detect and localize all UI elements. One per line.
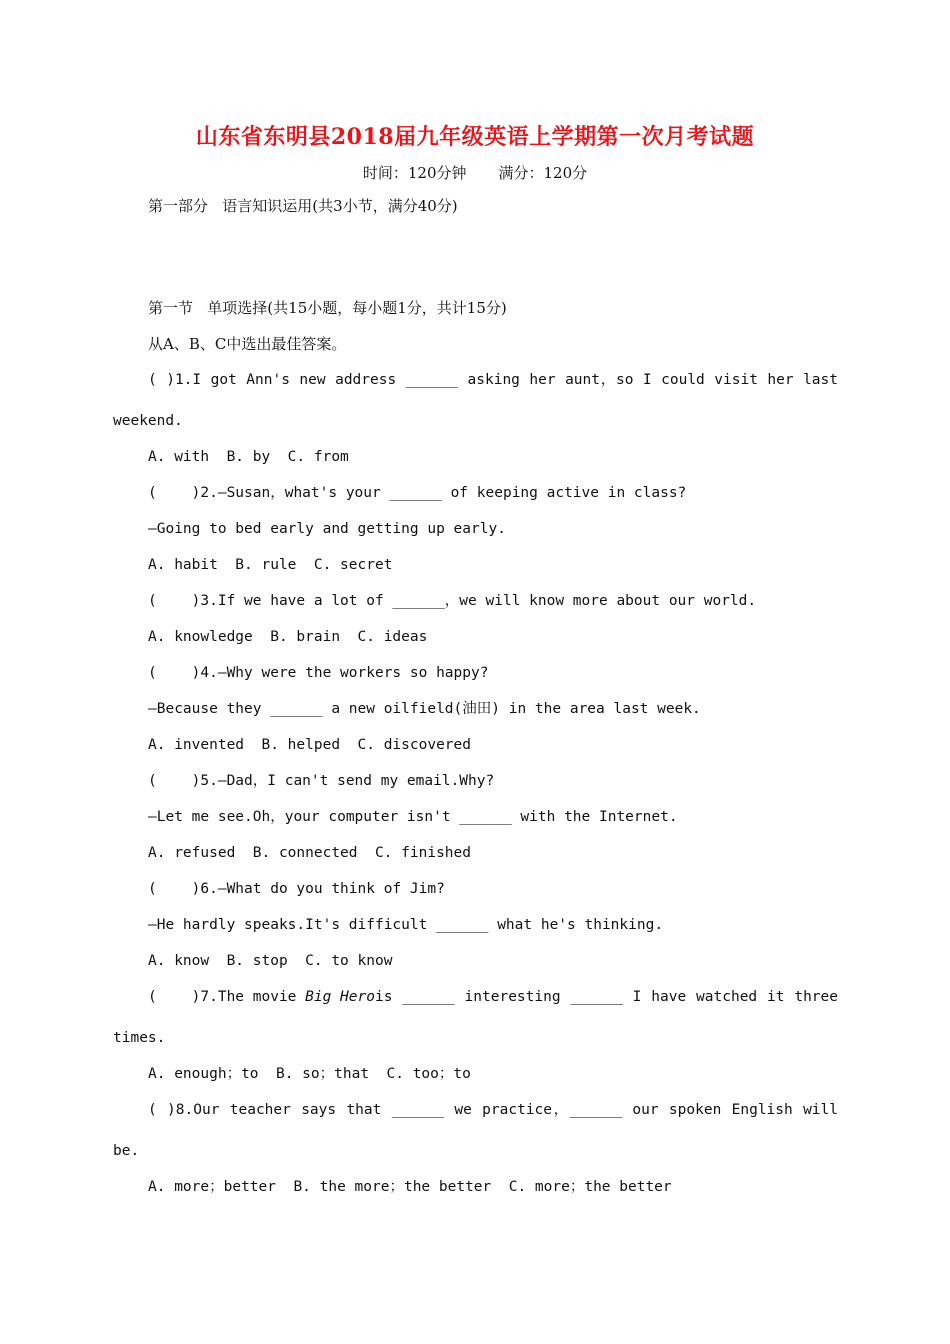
question-7-continuation: times. — [113, 1030, 166, 1046]
question-5-reply: —Let me see.Oh，your computer isn't ______ with the Internet. — [148, 809, 678, 825]
question-4-reply: —Because they ______ a new oilfield(油田) in the area last week. — [148, 701, 701, 717]
instruction-text: 从A、B、C中选出最佳答案。 — [148, 335, 347, 353]
question-2-options: A. habit B. rule C. secret — [148, 557, 393, 573]
question-6-stem: ( )6.—What do you think of Jim? — [148, 881, 445, 897]
exam-time: 时间：120分钟 — [362, 164, 467, 182]
question-1-continuation: weekend. — [113, 413, 183, 429]
question-3-stem: ( )3.If we have a lot of ______，we will know more about our world. — [148, 593, 757, 609]
exam-title: 山东省东明县2018届九年级英语上学期第一次月考试题 — [195, 124, 755, 150]
question-2-reply: —Going to bed early and getting up early. — [148, 521, 506, 537]
part-heading: 第一部分 语言知识运用(共3小节，满分40分) — [148, 197, 458, 215]
question-2-stem: ( )2.—Susan，what's your ______ of keeping active in class? — [148, 485, 687, 501]
question-1-stem: ( )1.I got Ann's new address ______ asking her aunt，so I could visit her last — [148, 372, 838, 388]
question-4-stem: ( )4.—Why were the workers so happy? — [148, 665, 489, 681]
question-6-options: A. know B. stop C. to know — [148, 953, 393, 969]
question-7-suffix: is ______ interesting ______ I have watched it three — [374, 989, 838, 1005]
question-4-options: A. invented B. helped C. discovered — [148, 737, 472, 753]
exam-score: 满分：120分 — [498, 164, 588, 182]
movie-title: Big Hero — [305, 989, 375, 1005]
question-8-stem: ( )8.Our teacher says that ______ we practice，______ our spoken English will — [148, 1102, 838, 1118]
question-6-reply: —He hardly speaks.It's difficult ______ what he's thinking. — [148, 917, 664, 933]
question-7-options: A. enough；to B. so；that C. too；to — [148, 1066, 471, 1082]
question-8-options: A. more；better B. the more；the better C. more；the better — [148, 1179, 672, 1195]
question-5-stem: ( )5.—Dad，I can't send my email.Why? — [148, 773, 495, 789]
section-heading: 第一节 单项选择(共15小题，每小题1分，共计15分) — [148, 299, 507, 317]
question-5-options: A. refused B. connected C. finished — [148, 845, 472, 861]
question-8-continuation: be. — [113, 1143, 140, 1159]
question-3-options: A. knowledge B. brain C. ideas — [148, 629, 428, 645]
question-7-prefix: ( )7.The movie — [148, 989, 306, 1005]
question-1-options: A. with B. by C. from — [148, 449, 349, 465]
question-7-stem — [148, 987, 838, 1007]
exam-meta — [0, 162, 950, 183]
